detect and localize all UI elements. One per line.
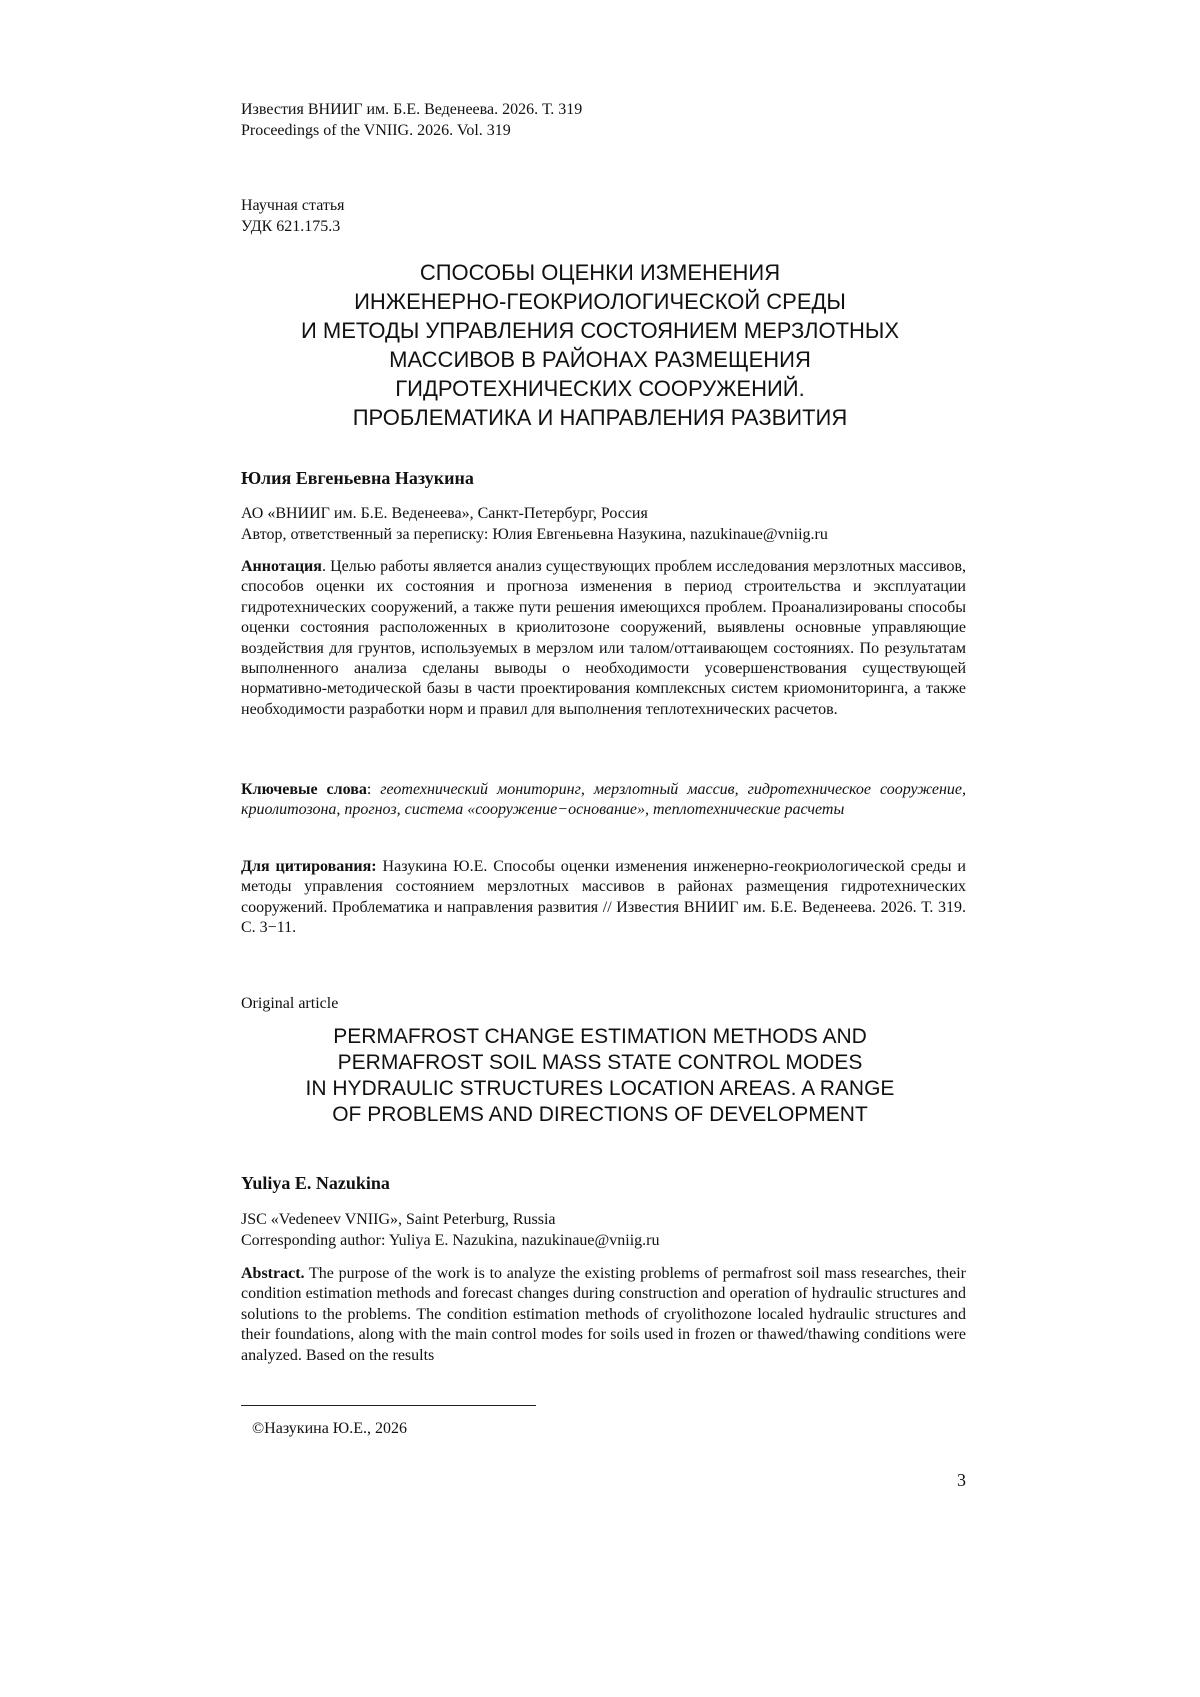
citation-ru-label: Для цитирования:: [241, 858, 377, 875]
copyright-footnote: ©Назукина Ю.Е., 2026: [252, 1420, 408, 1437]
affiliation-ru: АО «ВНИИГ им. Б.Е. Веденеева», Санкт-Петербург, Россия: [241, 505, 648, 522]
affiliation-en: JSC «Vedeneev VNIIG», Saint Peterburg, Russia: [241, 1211, 556, 1228]
abstract-ru-label: Аннотация: [241, 558, 322, 575]
author-block-ru: [241, 503, 966, 545]
journal-line-en: Proceedings of the VNIIG. 2026. Vol. 319: [241, 122, 511, 139]
correspondence-ru: Автор, ответственный за переписку: Юлия Евгеньевна Назукина, nazukinaue@vniig.ru: [241, 526, 828, 543]
author-block-en: [241, 1209, 966, 1251]
keywords-ru-label: Ключевые слова: [241, 781, 367, 798]
page-number: 3: [957, 1470, 966, 1490]
citation-ru: [241, 857, 966, 939]
title-en-line: IN HYDRAULIC STRUCTURES LOCATION AREAS. A RANGE: [305, 1077, 895, 1100]
title-ru-line: ПРОБЛЕМАТИКА И НАПРАВЛЕНИЯ РАЗВИТИЯ: [352, 405, 848, 430]
udc-code: УДК 621.175.3: [241, 218, 341, 235]
keywords-ru: [241, 780, 966, 821]
title-ru: [170, 258, 1030, 432]
correspondence-en: Corresponding author: Yuliya E. Nazukina, nazukinaue@vniig.ru: [241, 1232, 660, 1249]
title-en-line: PERMAFROST SOIL MASS STATE CONTROL MODES: [337, 1051, 863, 1074]
title-ru-line: СПОСОБЫ ОЦЕНКИ ИЗМЕНЕНИЯ: [419, 260, 781, 285]
title-en-line: PERMAFROST CHANGE ESTIMATION METHODS AND: [333, 1025, 867, 1048]
keywords-ru-text: геотехнический мониторинг, мерзлотный массив, гидротехническое сооружение, криолитозона, прогноз, система «сооружение−основание», теплотехнические расчеты: [241, 781, 967, 819]
keywords-ru-separator: :: [366, 781, 381, 798]
title-en-line: OF PROBLEMS AND DIRECTIONS OF DEVELOPMENT: [332, 1103, 868, 1126]
article-meta: [241, 195, 966, 237]
footnote-divider: [241, 1405, 536, 1406]
journal-line-ru: Известия ВНИИГ им. Б.Е. Веденеева. 2026. Т. 319: [241, 101, 583, 118]
author-name-en: Yuliya E. Nazukina: [241, 1173, 390, 1193]
abstract-en: [241, 1264, 966, 1366]
title-ru-line: ГИДРОТЕХНИЧЕСКИХ СООРУЖЕНИЙ.: [395, 376, 805, 401]
author-name-ru: Юлия Евгеньевна Назукина: [241, 468, 474, 488]
citation-ru-text: Назукина Ю.Е. Способы оценки изменения инженерно-геокриологической среды и методы управления состоянием мерзлотных массивов в районах размещения гидротехнических сооружений. Проблематика и направления развития // Известия ВНИИГ им. Б.Е. Веденеева. 2026. Т. 319. С. 3−11.: [241, 858, 966, 937]
title-ru-line: МАССИВОВ В РАЙОНАХ РАЗМЕЩЕНИЯ: [389, 347, 811, 372]
article-type-en: Original article: [241, 995, 339, 1012]
abstract-en-label: Abstract.: [241, 1265, 305, 1282]
abstract-ru: [241, 557, 966, 720]
journal-header: [241, 99, 966, 141]
title-ru-line: И МЕТОДЫ УПРАВЛЕНИЯ СОСТОЯНИЕМ МЕРЗЛОТНЫХ: [300, 318, 900, 343]
title-ru-line: ИНЖЕНЕРНО-ГЕОКРИОЛОГИЧЕСКОЙ СРЕДЫ: [354, 289, 846, 314]
abstract-en-text: The purpose of the work is to analyze the existing problems of permafrost soil mass researches, their condition estimation methods and forecast changes during construction and operation of hydraulic structures and solutions to the problems. The condition estimation methods of cryolithozone localed hydraulic structures and their foundations, along with the main control modes for soils used in frozen or thawed/thawing conditions were analyzed. Based on the results: [241, 1265, 966, 1364]
article-type-ru: Научная статья: [241, 197, 345, 214]
abstract-ru-text: . Целью работы является анализ существующих проблем исследования мерзлотных массивов, способов оценки их состояния и прогноза изменения в период строительства и эксплуатации гидротехнических сооружений, а также пути решения имеющихся проблем. Проанализированы способы оценки состояния расположенных в криолитозоне сооружений, выявлены основные управляющие воздействия для грунтов, используемых в мерзлом или талом/оттаивающем состояниях. По результатам выполненного анализа сделаны выводы о необходимости усовершенствования существующей нормативно-методической базы в части проектирования комплексных систем криомониторинга, а также необходимости разработки норм и правил для выполнения теплотехнических расчетов.: [241, 558, 966, 718]
title-en: [200, 1024, 1000, 1128]
